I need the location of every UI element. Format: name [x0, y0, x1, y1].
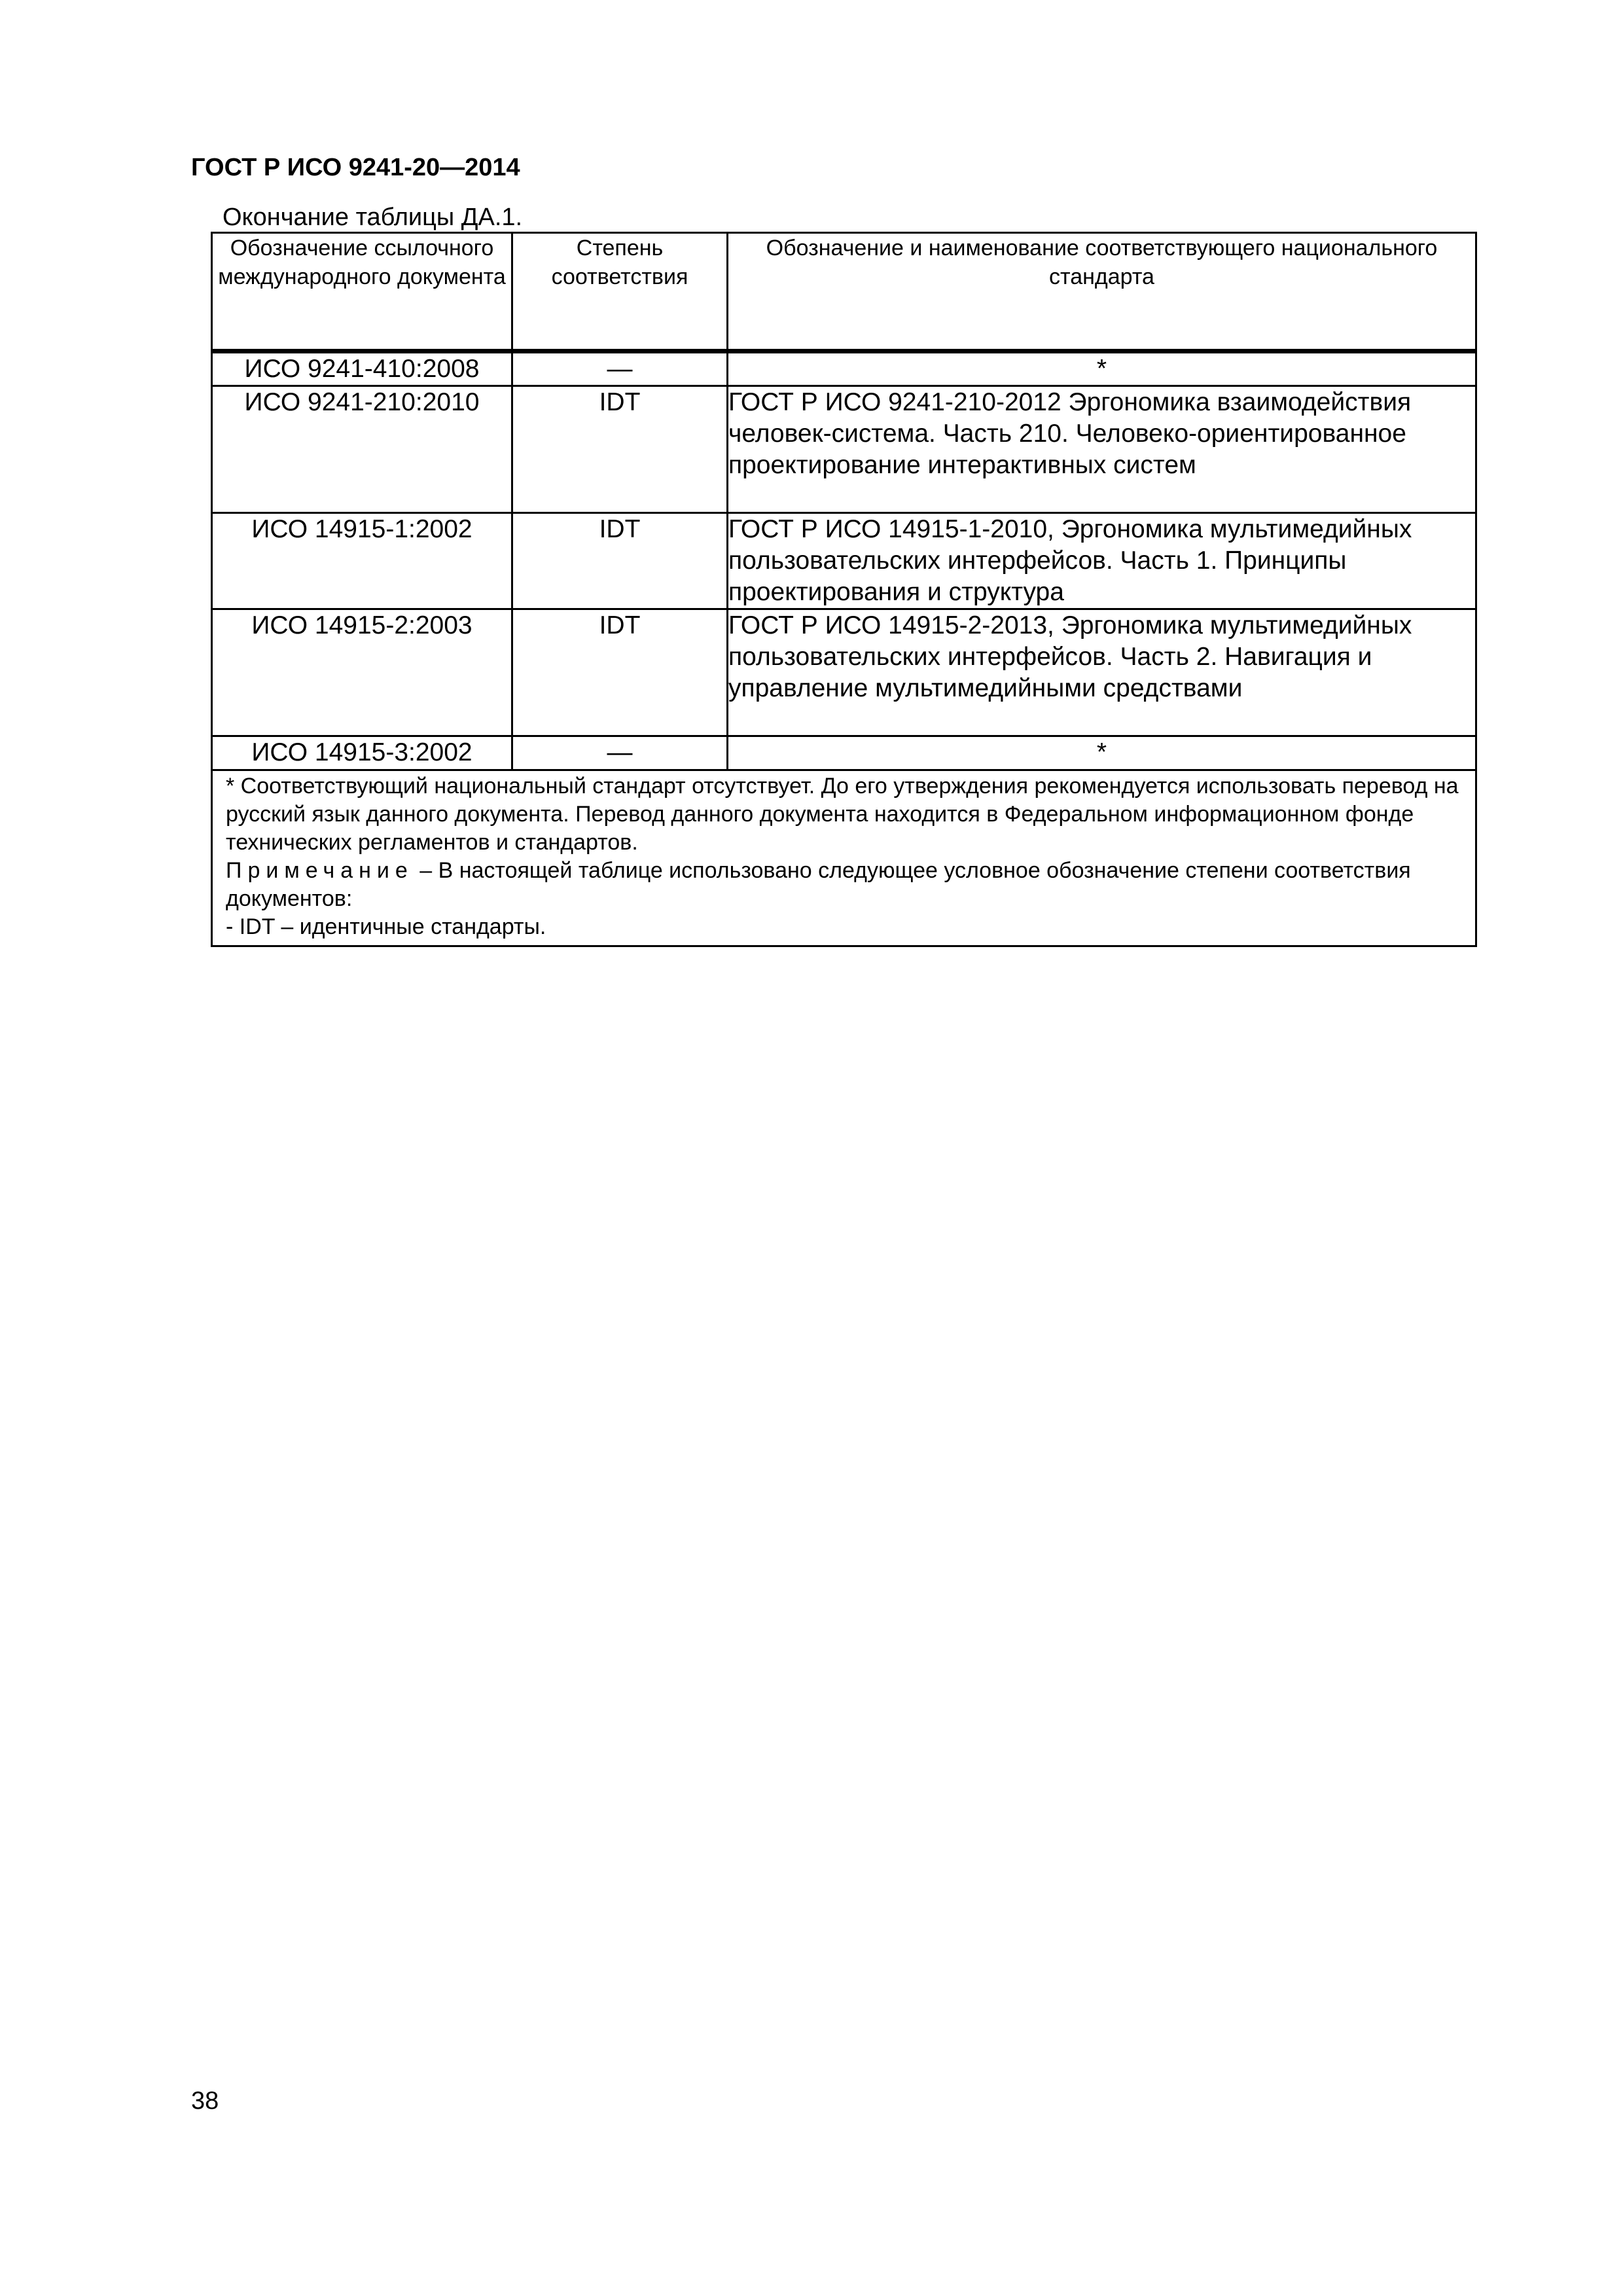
column-header-national-standard: Обозначение и наименование соответствующего национального стандарта: [728, 233, 1476, 351]
table-row: [212, 351, 1476, 386]
cell-national-standard: ГОСТ Р ИСО 9241-210-2012 Эргономика взаимодействия человек-система. Часть 210. Человеко-ориентированное проектирование интерактивных систем: [728, 386, 1476, 513]
cell-reference-code: ИСО 14915-1:2002: [212, 513, 512, 609]
table-row: [212, 386, 1476, 513]
table-footnote-row: [212, 770, 1476, 946]
reference-table: [211, 232, 1477, 947]
cell-conformity-degree: IDT: [512, 513, 728, 609]
cell-national-standard: ГОСТ Р ИСО 14915-1-2010, Эргономика мультимедийных пользовательских интерфейсов. Часть 1. Принципы проектирования и структура: [728, 513, 1476, 609]
table-row: [212, 736, 1476, 770]
column-header-reference-document: Обозначение ссылочного международного документа: [212, 233, 512, 351]
cell-reference-code: ИСО 14915-3:2002: [212, 736, 512, 770]
cell-reference-code: ИСО 9241-410:2008: [212, 351, 512, 386]
cell-national-standard: *: [728, 351, 1476, 386]
cell-conformity-degree: IDT: [512, 609, 728, 736]
table-caption: Окончание таблицы ДА.1.: [223, 204, 523, 231]
footnote-note-label: Примечание: [226, 858, 414, 883]
table-footnote: [212, 770, 1476, 946]
document-header: ГОСТ Р ИСО 9241-20—2014: [191, 154, 520, 181]
table-container: [211, 232, 1475, 947]
footnote-idt-line: - IDT – идентичные стандарты.: [226, 914, 546, 939]
table-row: [212, 609, 1476, 736]
table-header-row: [212, 233, 1476, 351]
footnote-note-text: – В настоящей таблице использовано следующее условное обозначение степени соответствия документов:: [226, 858, 1411, 911]
column-header-conformity-degree: Степень соответствия: [512, 233, 728, 351]
footnote-note: [226, 857, 1462, 913]
cell-reference-code: ИСО 9241-210:2010: [212, 386, 512, 513]
cell-reference-code: ИСО 14915-2:2003: [212, 609, 512, 736]
cell-national-standard: *: [728, 736, 1476, 770]
table-row: [212, 513, 1476, 609]
cell-conformity-degree: —: [512, 736, 728, 770]
cell-national-standard: ГОСТ Р ИСО 14915-2-2013, Эргономика мультимедийных пользовательских интерфейсов. Часть 2. Навигация и управление мультимедийными средствами: [728, 609, 1476, 736]
cell-conformity-degree: IDT: [512, 386, 728, 513]
page-number: 38: [191, 2087, 219, 2115]
cell-conformity-degree: —: [512, 351, 728, 386]
footnote-star-note: * Соответствующий национальный стандарт отсутствует. До его утверждения рекомендуется использовать перевод на русский язык данного документа. Перевод данного документа находится в Федеральном информационном фонде технических регламентов и стандартов.: [226, 774, 1459, 855]
